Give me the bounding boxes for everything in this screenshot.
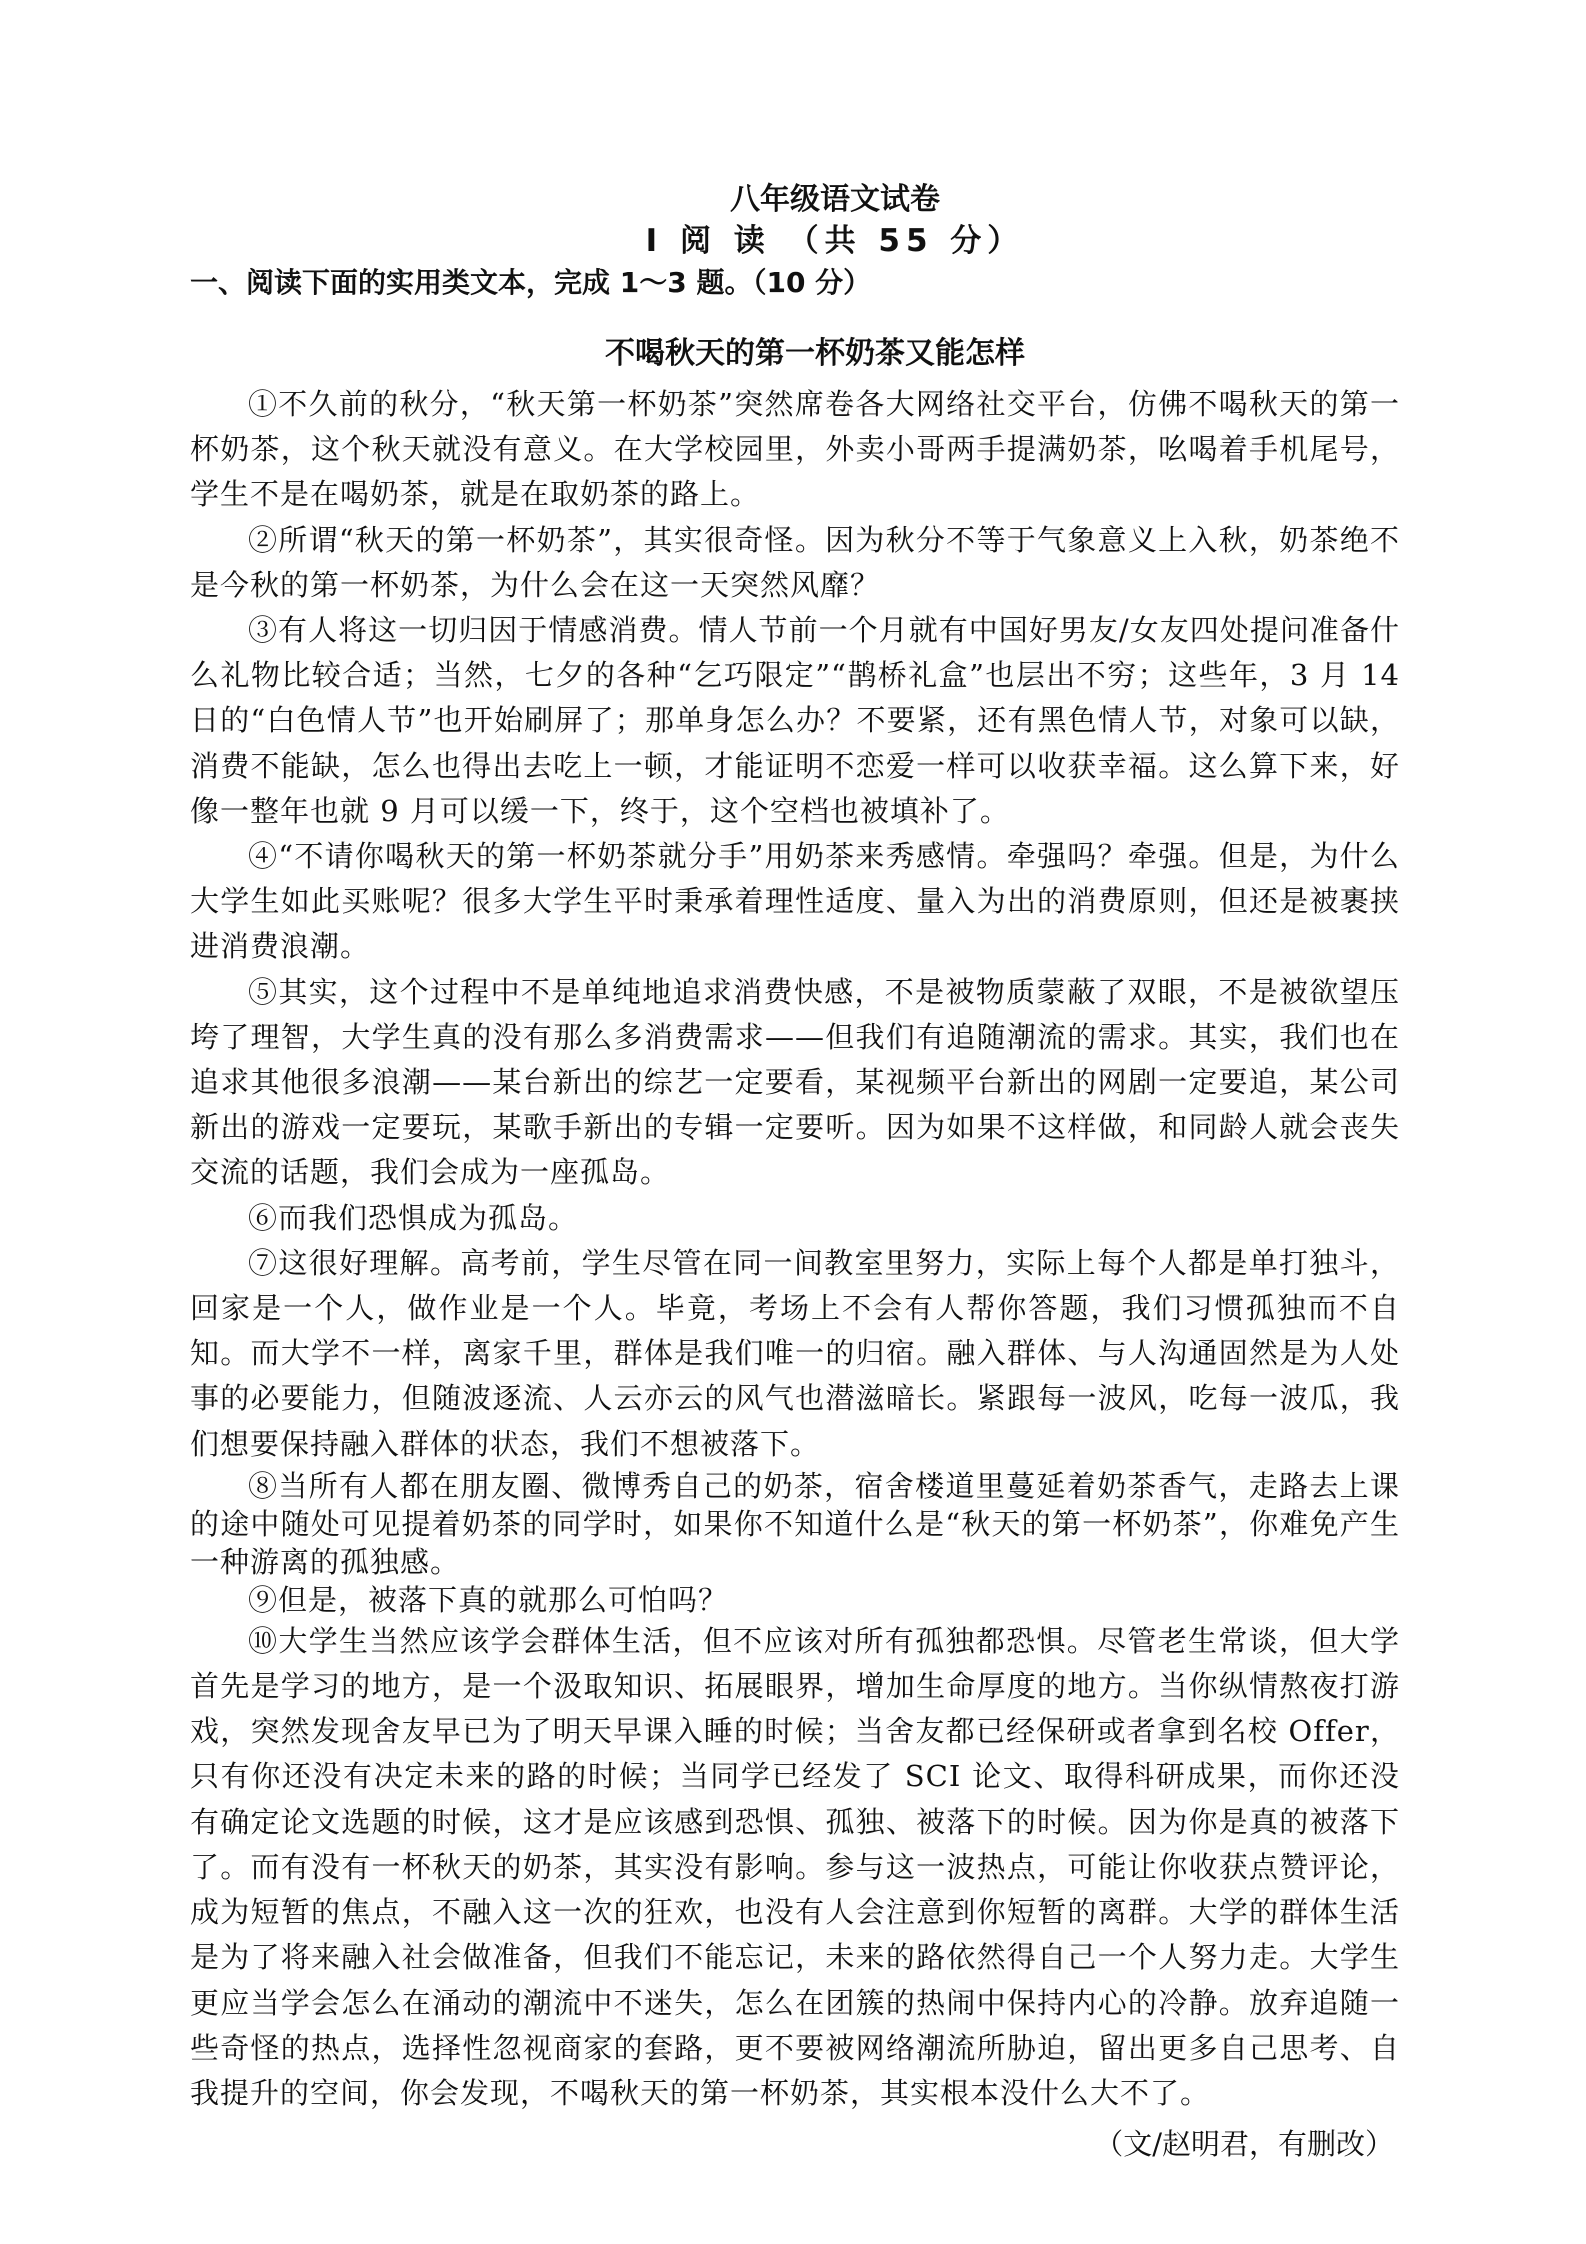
article-paragraph-9: ⑨但是，被落下真的就那么可怕吗？: [248, 1582, 729, 1617]
part-heading: 一、阅读下面的实用类文本，完成 1～3 题。（10 分）: [190, 266, 872, 299]
article: [190, 332, 1400, 2168]
article-paragraph-5: ⑤其实，这个过程中不是单纯地追求消费快感，不是被物质蒙蔽了双眼，不是被欲望压垮了理智，大学生真的没有那么多消费需求——但我们有追随潮流的需求。其实，我们也在追求其他很多浪潮——某台新出的综艺一定要看，某视频平台新出的网剧一定要追，某公司新出的游戏一定要玩，某歌手新出的专辑一定要听。因为如果不这样做，和同龄人就会丧失交流的话题，我们会成为一座孤岛。: [190, 974, 1400, 1190]
section-title: Ⅰ 阅 读 （共 55 分）: [645, 223, 1025, 259]
article-paragraph-8: ⑧当所有人都在朋友圈、微博秀自己的奶茶，宿舍楼道里蔓延着奶茶香气，走路去上课的途中随处可见提着奶茶的同学时，如果你不知道什么是“秋天的第一杯奶茶”，你难免产生一种游离的孤独感。: [190, 1468, 1400, 1579]
article-paragraph-4: ④“不请你喝秋天的第一杯奶茶就分手”用奶茶来秀感情。牵强吗？牵强。但是，为什么大学生如此买账呢？很多大学生平时秉承着理性适度、量入为出的消费原则，但还是被裹挟进消费浪潮。: [190, 839, 1400, 964]
exam-page: [190, 180, 1400, 2168]
article-paragraph-1: ①不久前的秋分，“秋天第一杯奶茶”突然席卷各大网络社交平台，仿佛不喝秋天的第一杯奶茶，这个秋天就没有意义。在大学校园里，外卖小哥两手提满奶茶，吆喝着手机尾号，学生不是在喝奶茶，就是在取奶茶的路上。: [190, 387, 1400, 512]
article-paragraph-3: ③有人将这一切归因于情感消费。情人节前一个月就有中国好男友/女友四处提问准备什么礼物比较合适；当然，七夕的各种“乞巧限定”“鹊桥礼盒”也层出不穷；这些年，3 月 14 日的“白色情人节”也开始刷屏了；那单身怎么办？不要紧，还有黑色情人节，对象可以缺，消费不能缺，怎么也得出去吃上一顿，才能证明不恋爱一样可以收获幸福。这么算下来，好像一整年也就 9 月可以缓一下，终于，这个空档也被填补了。: [190, 613, 1400, 828]
article-paragraph-10: ⑩大学生当然应该学会群体生活，但不应该对所有孤独都恐惧。尽管老生常谈，但大学首先是学习的地方，是一个汲取知识、拓展眼界，增加生命厚度的地方。当你纵情熬夜打游戏，突然发现舍友早已为了明天早课入睡的时候；当舍友都已经保研或者拿到名校 Offer，只有你还没有决定未来的路的时候；当同学已经发了 SCI 论文、取得科研成果，而你还没有确定论文选题的时候，这才是应该感到恐惧、孤独、被落下的时候。因为你是真的被落下了。而有没有一杯秋天的奶茶，其实没有影响。参与这一波热点，可能让你收获点赞评论，成为短暂的焦点，不融入这一次的狂欢，也没有人会注意到你短暂的离群。大学的群体生活是为了将来融入社会做准备，但我们不能忘记，未来的路依然得自己一个人努力走。大学生更应当学会怎么在涌动的潮流中不迷失，怎么在团簇的热闹中保持内心的冷静。放弃追随一些奇怪的热点，选择性忽视商家的套路，更不要被网络潮流所胁迫，留出更多自己思考、自我提升的空间，你会发现，不喝秋天的第一杯奶茶，其实根本没什么大不了。: [190, 1623, 1400, 2110]
article-paragraph-2: ②所谓“秋天的第一杯奶茶”，其实很奇怪。因为秋分不等于气象意义上入秋，奶茶绝不是今秋的第一杯奶茶，为什么会在这一天突然风靡？: [190, 522, 1400, 602]
article-title: 不喝秋天的第一杯奶茶又能怎样: [605, 336, 1025, 371]
exam-title: 八年级语文试卷: [730, 182, 940, 217]
article-source: （文/赵明君，有删改）: [1094, 2127, 1394, 2162]
article-paragraph-6: ⑥而我们恐惧成为孤岛。: [248, 1200, 579, 1235]
article-paragraph-7: ⑦这很好理解。高考前，学生尽管在同一间教室里努力，实际上每个人都是单打独斗，回家是一个人，做作业是一个人。毕竟，考场上不会有人帮你答题，我们习惯孤独而不自知。而大学不一样，离家千里，群体是我们唯一的归宿。融入群体、与人沟通固然是为人处事的必要能力，但随波逐流、人云亦云的风气也潜滋暗长。紧跟每一波风，吃每一波瓜，我们想要保持融入群体的状态，我们不想被落下。: [190, 1245, 1400, 1461]
